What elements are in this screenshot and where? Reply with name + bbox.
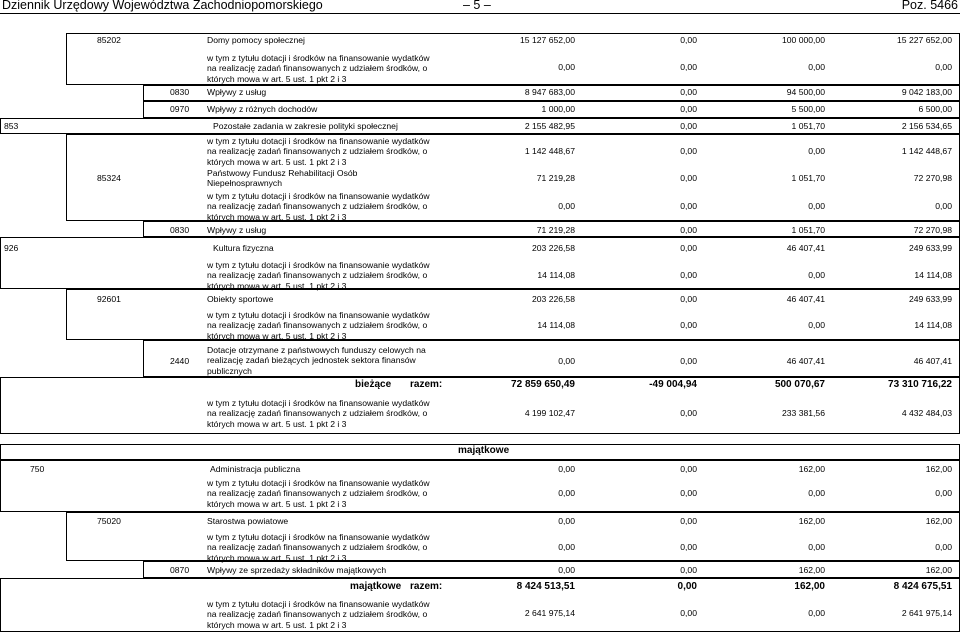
row-description: w tym z tytułu dotacji i środków na finansowanie wydatków bbox=[207, 191, 430, 201]
amount-cell: 0,00 bbox=[558, 201, 575, 211]
row-description: na realizację zadań finansowanych z udziałem środków, o bbox=[207, 270, 428, 281]
amount-cell: 0,00 bbox=[680, 320, 697, 330]
amount-cell: 1 000,00 bbox=[541, 104, 575, 114]
amount-cell: 0,00 bbox=[680, 542, 697, 552]
amount-cell: 0,00 bbox=[935, 201, 952, 211]
row-description: w tym z tytułu dotacji i środków na finansowanie wydatków bbox=[207, 478, 430, 488]
amount-cell: 162,00 bbox=[925, 516, 952, 526]
row-code: 85324 bbox=[97, 173, 121, 183]
row-name: Niepełnosprawnych bbox=[207, 178, 282, 189]
amount-cell: 0,00 bbox=[558, 62, 575, 72]
row-name: publicznych bbox=[207, 365, 252, 376]
amount-cell: 0,00 bbox=[935, 488, 952, 498]
amount-cell: 100 000,00 bbox=[781, 35, 825, 45]
amount-cell: 203 226,58 bbox=[531, 294, 575, 304]
amount-cell: 72 270,98 bbox=[913, 225, 952, 235]
amount-cell: 73 310 716,22 bbox=[888, 379, 952, 390]
amount-cell: 249 633,99 bbox=[908, 294, 952, 304]
row-name: Pozostałe zadania w zakresie polityki społecznej bbox=[213, 121, 398, 131]
row-description: na realizację zadań finansowanych z udziałem środków, o bbox=[207, 146, 428, 157]
amount-cell: 71 219,28 bbox=[536, 173, 575, 183]
amount-cell: 0,00 bbox=[680, 87, 697, 97]
row-code: 0830 bbox=[170, 225, 190, 235]
amount-cell: 203 226,58 bbox=[531, 243, 575, 253]
row-name: Starostwa powiatowe bbox=[207, 516, 289, 526]
amount-cell: 72 270,98 bbox=[913, 173, 952, 183]
amount-cell: 14 114,08 bbox=[537, 320, 575, 330]
amount-cell: 1 142 448,67 bbox=[901, 146, 952, 156]
amount-cell: 14 114,08 bbox=[537, 270, 575, 280]
row-name: Domy pomocy społecznej bbox=[207, 35, 305, 45]
amount-cell: 0,00 bbox=[558, 488, 575, 498]
amount-cell: 0,00 bbox=[680, 565, 697, 575]
row-description: których mowa w art. 5 ust. 1 pkt 2 i 3 bbox=[207, 619, 347, 630]
row-description: których mowa w art. 5 ust. 1 pkt 2 i 3 bbox=[207, 552, 347, 563]
amount-cell: 0,00 bbox=[680, 294, 697, 304]
row-description: których mowa w art. 5 ust. 1 pkt 2 i 3 bbox=[207, 211, 347, 222]
total-razem: razem: bbox=[410, 581, 443, 592]
amount-cell: 0,00 bbox=[680, 104, 697, 114]
row-name: Administracja publiczna bbox=[210, 464, 301, 474]
row-description: w tym z tytułu dotacji i środków na finansowanie wydatków bbox=[207, 53, 430, 63]
row-code: 0830 bbox=[170, 87, 190, 97]
row-description: w tym z tytułu dotacji i środków na finansowanie wydatków bbox=[207, 310, 430, 320]
amount-cell: 162,00 bbox=[794, 581, 825, 592]
total-razem: razem: bbox=[410, 379, 443, 390]
amount-cell: 0,00 bbox=[680, 408, 697, 418]
amount-cell: 0,00 bbox=[808, 146, 825, 156]
row-description: w tym z tytułu dotacji i środków na finansowanie wydatków bbox=[207, 260, 430, 270]
total-label: majątkowe bbox=[350, 581, 402, 592]
row-description: na realizację zadań finansowanych z udziałem środków, o bbox=[207, 201, 428, 212]
row-name: Wpływy ze sprzedaży składników majątkowych bbox=[207, 565, 387, 575]
table-row-75020 bbox=[66, 512, 960, 561]
amount-cell: 94 500,00 bbox=[786, 87, 825, 97]
row-name: Dotacje otrzymane z państwowych funduszy celowych na bbox=[207, 345, 426, 355]
header-rule bbox=[0, 13, 960, 14]
row-description: których mowa w art. 5 ust. 1 pkt 2 i 3 bbox=[207, 330, 347, 341]
row-description: na realizację zadań finansowanych z udziałem środków, o bbox=[207, 63, 428, 74]
amount-cell: 0,00 bbox=[808, 270, 825, 280]
amount-cell: 0,00 bbox=[808, 542, 825, 552]
amount-cell: 46 407,41 bbox=[786, 294, 825, 304]
amount-cell: 1 051,70 bbox=[791, 225, 825, 235]
amount-cell: 0,00 bbox=[680, 243, 697, 253]
row-code: 750 bbox=[30, 464, 45, 474]
amount-cell: 4 199 102,47 bbox=[524, 408, 575, 418]
row-description: na realizację zadań finansowanych z udziałem środków, o bbox=[207, 609, 428, 620]
amount-cell: 0,00 bbox=[680, 516, 697, 526]
amount-cell: 0,00 bbox=[680, 62, 697, 72]
amount-cell: 0,00 bbox=[558, 356, 575, 366]
amount-cell: 500 070,67 bbox=[774, 379, 825, 390]
amount-cell: 0,00 bbox=[680, 121, 697, 131]
row-code: 2440 bbox=[170, 356, 190, 366]
row-description: w tym z tytułu dotacji i środków na finansowanie wydatków bbox=[207, 532, 430, 542]
page-number: – 5 – bbox=[463, 0, 491, 12]
row-description: których mowa w art. 5 ust. 1 pkt 2 i 3 bbox=[207, 280, 347, 291]
row-description: których mowa w art. 5 ust. 1 pkt 2 i 3 bbox=[207, 418, 347, 429]
row-code: 92601 bbox=[97, 294, 121, 304]
row-description: w tym z tytułu dotacji i środków na finansowanie wydatków bbox=[207, 398, 430, 408]
amount-cell: 2 155 482,95 bbox=[524, 121, 575, 131]
amount-cell: 8 424 675,51 bbox=[893, 581, 952, 592]
section-heading: majątkowe bbox=[458, 445, 510, 456]
amount-cell: 0,00 bbox=[558, 516, 575, 526]
amount-cell: 0,00 bbox=[808, 62, 825, 72]
amount-cell: 14 114,08 bbox=[914, 320, 952, 330]
amount-cell: 0,00 bbox=[808, 608, 825, 618]
amount-cell: 4 432 484,03 bbox=[901, 408, 952, 418]
amount-cell: 72 859 650,49 bbox=[511, 379, 575, 390]
amount-cell: 8 947 683,00 bbox=[524, 87, 575, 97]
amount-cell: 0,00 bbox=[680, 225, 697, 235]
row-code: 0870 bbox=[170, 565, 190, 575]
amount-cell: 162,00 bbox=[798, 464, 825, 474]
row-description: na realizację zadań finansowanych z udziałem środków, o bbox=[207, 320, 428, 331]
amount-cell: 71 219,28 bbox=[536, 225, 575, 235]
amount-cell: 0,00 bbox=[677, 581, 697, 592]
amount-cell: 0,00 bbox=[680, 464, 697, 474]
amount-cell: 0,00 bbox=[808, 201, 825, 211]
row-code: 85202 bbox=[97, 35, 121, 45]
amount-cell: 9 042 183,00 bbox=[901, 87, 952, 97]
amount-cell: 0,00 bbox=[558, 565, 575, 575]
amount-cell: 0,00 bbox=[935, 62, 952, 72]
amount-cell: 0,00 bbox=[680, 270, 697, 280]
row-description: w tym z tytułu dotacji i środków na finansowanie wydatków bbox=[207, 599, 430, 609]
row-name: Wpływy z usług bbox=[207, 87, 267, 97]
amount-cell: 0,00 bbox=[680, 356, 697, 366]
amount-cell: -49 004,94 bbox=[649, 379, 697, 390]
row-code: 75020 bbox=[97, 516, 121, 526]
row-name: Państwowy Fundusz Rehabilitacji Osób bbox=[207, 168, 358, 178]
amount-cell: 0,00 bbox=[680, 173, 697, 183]
amount-cell: 15 227 652,00 bbox=[897, 35, 952, 45]
amount-cell: 2 641 975,14 bbox=[524, 608, 575, 618]
amount-cell: 162,00 bbox=[925, 565, 952, 575]
amount-cell: 162,00 bbox=[798, 516, 825, 526]
row-description: na realizację zadań finansowanych z udziałem środków, o bbox=[207, 488, 428, 499]
amount-cell: 2 156 534,65 bbox=[901, 121, 952, 131]
amount-cell: 233 381,56 bbox=[781, 408, 825, 418]
row-code: 853 bbox=[4, 121, 19, 131]
row-code: 0970 bbox=[170, 104, 190, 114]
row-name: Wpływy z usług bbox=[207, 225, 267, 235]
amount-cell: 46 407,41 bbox=[913, 356, 952, 366]
amount-cell: 15 127 652,00 bbox=[520, 35, 575, 45]
amount-cell: 162,00 bbox=[798, 565, 825, 575]
table-row-85324 bbox=[66, 134, 960, 221]
total-label: bieżące bbox=[355, 379, 392, 390]
amount-cell: 0,00 bbox=[558, 542, 575, 552]
amount-cell: 0,00 bbox=[680, 488, 697, 498]
amount-cell: 46 407,41 bbox=[786, 243, 825, 253]
amount-cell: 0,00 bbox=[808, 488, 825, 498]
row-description: na realizację zadań finansowanych z udziałem środków, o bbox=[207, 408, 428, 419]
amount-cell: 162,00 bbox=[925, 464, 952, 474]
row-name: Kultura fizyczna bbox=[213, 243, 274, 253]
journal-title: Dziennik Urzędowy Województwa Zachodniopomorskiego bbox=[2, 0, 323, 12]
amount-cell: 0,00 bbox=[935, 542, 952, 552]
amount-cell: 14 114,08 bbox=[914, 270, 952, 280]
amount-cell: 5 500,00 bbox=[791, 104, 825, 114]
position-number: Poz. 5466 bbox=[901, 0, 958, 12]
row-description: w tym z tytułu dotacji i środków na finansowanie wydatków bbox=[207, 136, 430, 146]
amount-cell: 249 633,99 bbox=[908, 243, 952, 253]
row-description: których mowa w art. 5 ust. 1 pkt 2 i 3 bbox=[207, 498, 347, 509]
amount-cell: 1 051,70 bbox=[791, 121, 825, 131]
table-row-92601 bbox=[66, 289, 960, 340]
amount-cell: 46 407,41 bbox=[786, 356, 825, 366]
amount-cell: 2 641 975,14 bbox=[901, 608, 952, 618]
amount-cell: 0,00 bbox=[558, 464, 575, 474]
amount-cell: 0,00 bbox=[680, 35, 697, 45]
table-row-85202 bbox=[66, 33, 960, 85]
row-name: Wpływy z różnych dochodów bbox=[207, 104, 318, 114]
amount-cell: 1 051,70 bbox=[791, 173, 825, 183]
row-description: których mowa w art. 5 ust. 1 pkt 2 i 3 bbox=[207, 156, 347, 167]
row-description: na realizację zadań finansowanych z udziałem środków, o bbox=[207, 542, 428, 553]
amount-cell: 1 142 448,67 bbox=[524, 146, 575, 156]
amount-cell: 8 424 513,51 bbox=[516, 581, 575, 592]
row-description: których mowa w art. 5 ust. 1 pkt 2 i 3 bbox=[207, 73, 347, 84]
amount-cell: 0,00 bbox=[808, 320, 825, 330]
amount-cell: 6 500,00 bbox=[918, 104, 952, 114]
row-code: 926 bbox=[4, 243, 19, 253]
amount-cell: 0,00 bbox=[680, 608, 697, 618]
page-header bbox=[0, 0, 960, 14]
amount-cell: 0,00 bbox=[680, 146, 697, 156]
row-name: realizację zadań bieżących jednostek sektora finansów bbox=[207, 355, 416, 366]
row-name: Obiekty sportowe bbox=[207, 294, 274, 304]
amount-cell: 0,00 bbox=[680, 201, 697, 211]
